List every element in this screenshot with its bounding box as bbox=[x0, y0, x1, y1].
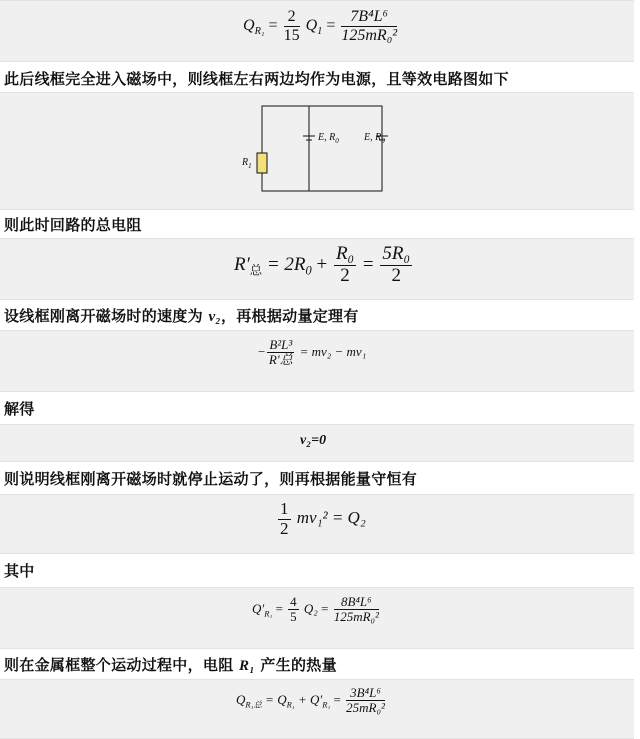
v2-symbol: v₂ bbox=[208, 309, 221, 325]
resistor-r1 bbox=[257, 153, 267, 173]
equation-energy: $\frac{1}{2}$ mv₁² = Q₂ bbox=[280, 499, 366, 538]
r1-symbol: R₁ bbox=[239, 658, 255, 674]
r1-label: $R_1$ bbox=[242, 157, 252, 170]
paragraph-solve: 解得 bbox=[4, 400, 35, 418]
source-2-label: E, $R_0$ bbox=[364, 132, 385, 145]
equation-q-prime-r1: $Q'_{R_1}$ = $\frac{4}{5}$ Q₂ = $\frac{\text{8B⁴L⁶}}{\text{125mR₀²}}$ bbox=[252, 594, 379, 625]
paragraph-momentum-theorem: 设线框刚离开磁场时的速度为 v₂，再根据动量定理有 bbox=[4, 307, 359, 325]
paragraph-equivalent-circuit: 此后线框完全进入磁场中，则线框左右两边均作为电源，且等效电路图如下 bbox=[4, 70, 509, 88]
paragraph-total-resistance: 则此时回路的总电阻 bbox=[4, 216, 142, 234]
paragraph-where: 其中 bbox=[4, 562, 35, 580]
paragraph-total-heat: 则在金属框整个运动过程中，电阻 R₁ 产生的热量 bbox=[4, 656, 337, 674]
equation-q-r1: $Q_{R_1}$ = $\frac{2}{15}$ $Q_1$ = $\frac{\text{7B⁴L⁶}}{\text{125mR₀²}}$ bbox=[243, 8, 398, 44]
equivalent-circuit-diagram bbox=[236, 100, 406, 200]
source-1-label: E, $R_0$ bbox=[318, 132, 339, 145]
paragraph-energy-conservation: 则说明线框刚离开磁场时就停止运动了，则再根据能量守恒有 bbox=[4, 470, 418, 488]
equation-total-resistance: $R'_总 = 2R_0$ + $\frac{\text{R₀}}{2}$ = $\frac{\text{5R₀}}{2}$ bbox=[234, 243, 411, 286]
equation-total-heat: $Q_{R_1总} = Q_{R_1} + Q'_{R_1}$ = $\frac{\text{3B⁴L⁶}}{\text{25mR₀²}}$ bbox=[236, 685, 385, 716]
equation-momentum: − $\frac{\text{B²L³}}{\text{R′总}}$ = mv₂ − mv₁ bbox=[258, 337, 367, 368]
equation-v2-zero: v₂=0 bbox=[300, 433, 327, 448]
